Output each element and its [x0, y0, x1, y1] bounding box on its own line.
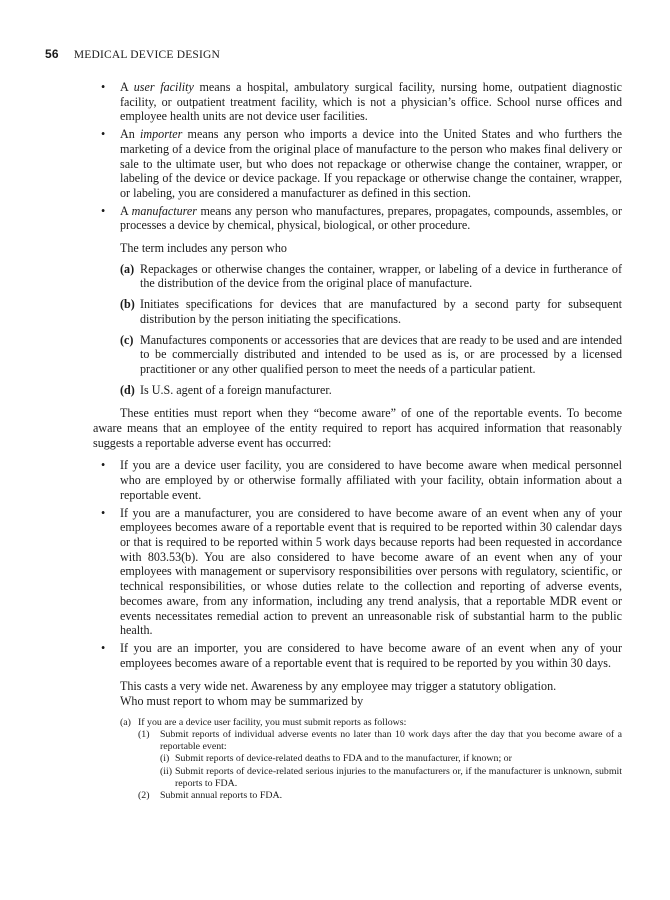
summary-item-1 — [120, 729, 622, 753]
bullet-icon: • — [101, 203, 106, 218]
enum-label: (c) — [120, 332, 134, 347]
summary-text: Submit reports of device-related deaths to FDA and to the manufacturer, if known; or — [175, 753, 512, 765]
definition-manufacturer — [93, 204, 622, 233]
bullet-icon: • — [101, 505, 106, 520]
enum-text: Repackages or otherwise changes the container, wrapper, or labeling of a device in furtherance of the distribution of the device from the original place of manufacture. — [140, 261, 622, 291]
summary-label: (ii) — [160, 765, 173, 777]
wide-net-paragraph — [120, 679, 622, 708]
enum-text: Initiates specifications for devices that are manufactured by a second party for subsequent distribution by the person initiating the specifications. — [140, 297, 622, 326]
enum-item-a — [120, 262, 622, 291]
summary-label: (i) — [160, 753, 170, 765]
enum-text: Manufactures components or accessories that are devices that are ready to be used and are intended to be commercially distributed and intended to be used as is, or are processed by a licensed practitioner or any other qualified person to meet the needs of a particular patient. — [140, 332, 622, 376]
summary-item-a — [120, 717, 622, 729]
bullet-text: means any person who manufactures, prepares, propagates, compounds, assembles, or processes a device by chemical, physical, biological, or other procedure. — [120, 203, 623, 233]
definition-user-facility — [93, 80, 622, 124]
summary-item-i — [120, 753, 622, 765]
enum-label: (a) — [120, 261, 135, 276]
enum-item-d — [120, 383, 622, 398]
page-number: 56 — [45, 47, 59, 61]
running-title: MEDICAL DEVICE DESIGN — [73, 49, 221, 61]
become-aware-paragraph: These entities must report when they “become aware” of one of the reportable events. To become aware means that an employee of the entity required to report has acquired information that reasonably suggests a reportable adverse event has occurred: — [93, 406, 622, 450]
summary-label: (1) — [138, 728, 150, 740]
defined-term: user facility — [133, 80, 194, 94]
bullet-icon: • — [101, 458, 106, 473]
bullet-text: A — [120, 203, 132, 218]
enum-text: Is U.S. agent of a foreign manufacturer. — [140, 382, 332, 397]
bullet-text: An — [120, 127, 140, 142]
bullet-icon: • — [101, 640, 106, 655]
summary-label: (2) — [138, 789, 150, 801]
running-header — [45, 47, 220, 61]
summary-text: Submit reports of individual adverse events no later than 10 work days after the day that you become aware of a reportable event: — [160, 728, 622, 753]
bullet-text: If you are a manufacturer, you are considered to have become aware of an event when any of your employees becomes aware of a reportable event that is required to be reported within 30 calendar days or that is required to be reported within 5 work days because reports had been requested in accordance with 803.53(b). You are also considered to have become aware of an event when any of your employees with management or supervisory responsibilities over persons with regulatory, scientific, or technical responsibilities, or whose duties relate to the collection and reporting of adverse events, becomes aware, from any information, including any trend analysis, that a reportable MDR event or events necessitates remedial action to prevent an unreasonable risk of substantial harm to the public health. — [120, 505, 622, 638]
summary-item-2 — [120, 790, 622, 802]
summary-label: (a) — [120, 716, 131, 728]
enum-item-c — [120, 333, 622, 377]
term-includes-paragraph: The term includes any person who — [120, 241, 287, 256]
bullet-icon: • — [101, 127, 106, 142]
enum-label: (b) — [120, 297, 135, 312]
summary-text: Submit reports of device-related serious injuries to the manufacturers or, if the manufacturer is unknown, submit reports to FDA. — [175, 765, 622, 789]
definition-importer — [93, 127, 622, 201]
wide-net-line-2: Who must report to whom may be summarized by — [120, 694, 364, 709]
summary-text: If you are a device user facility, you must submit reports as follows: — [138, 716, 407, 728]
page-body — [93, 80, 623, 802]
summary-item-ii — [120, 766, 622, 790]
defined-term: manufacturer — [131, 203, 197, 218]
aware-importer — [93, 641, 622, 670]
enum-label: (d) — [120, 382, 135, 397]
bullet-icon: • — [101, 80, 106, 94]
aware-user-facility — [93, 458, 622, 502]
reporting-summary — [120, 717, 622, 802]
bullet-text: means any person who imports a device into the United States and who furthers the marketing of a device from the original place of manufacture to the person who makes final delivery or sale to the ultimate user, but who does not repackage or otherwise change the container, wrapper, or labeling of the device or device package. If you repackage or otherwise change the container, wrapper, or labeling, you are considered a manufacturer as defined in this section. — [120, 127, 622, 200]
bullet-text: If you are an importer, you are considered to have become aware of an event when any of your employees becomes aware of a reportable event that is required to be reported by you within 30 days. — [120, 640, 622, 670]
bullet-text: A — [120, 80, 134, 94]
aware-manufacturer — [93, 506, 622, 638]
enum-item-b — [120, 297, 622, 326]
bullet-text: If you are a device user facility, you are considered to have become aware when medical personnel who are employed by or otherwise formally affiliated with your facility, obtain information about a reportable event. — [120, 458, 622, 502]
summary-text: Submit annual reports to FDA. — [160, 789, 283, 801]
wide-net-line-1: This casts a very wide net. Awareness by any employee may trigger a statutory obligation. — [120, 679, 557, 694]
defined-term: importer — [140, 127, 183, 142]
bullet-text: means a hospital, ambulatory surgical facility, nursing home, outpatient diagnostic facility, or outpatient treatment facility, which is not a physician’s office. School nurse offices and employee health units are not device user facilities. — [120, 80, 623, 124]
